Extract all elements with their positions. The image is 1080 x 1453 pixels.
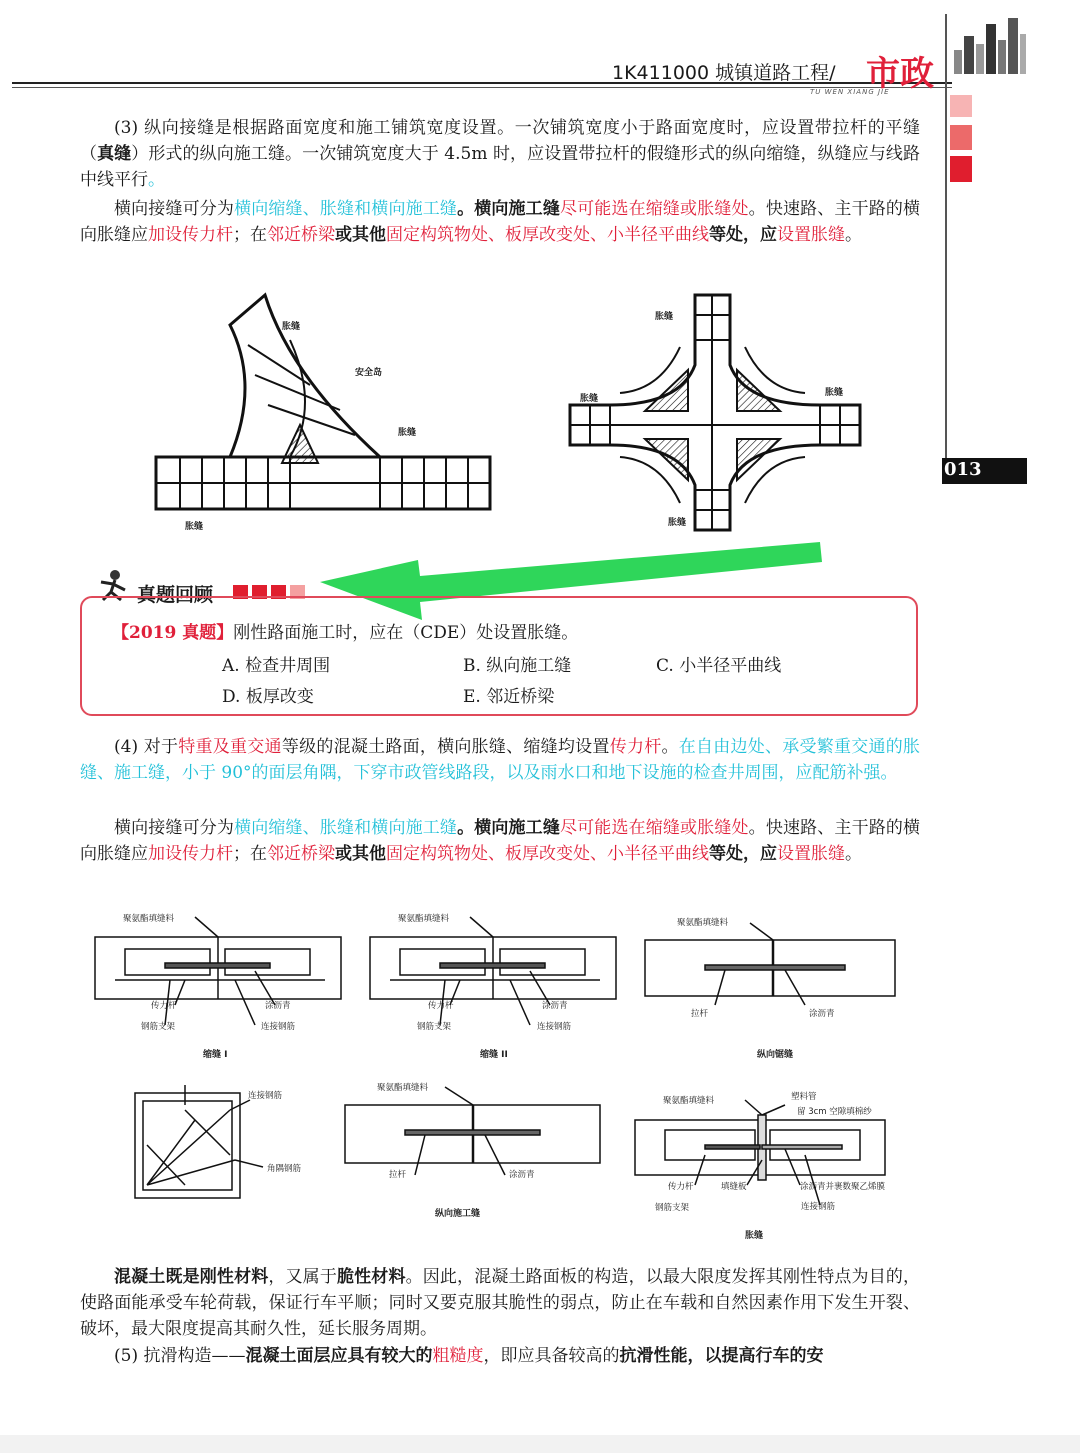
header-code: 1K411000 <box>612 62 710 84</box>
s3p2-m: 。 <box>845 225 862 245</box>
j6-gap: 留 3cm 空隙填棉纱 <box>797 1107 872 1117</box>
s4p2-c: 。横向施工缝 <box>457 818 560 838</box>
s3p2-h: 邻近桥梁 <box>267 225 335 245</box>
j6-filler: 填缝板 <box>721 1182 747 1192</box>
option-b: B. 纵向施工缝 <box>463 656 572 676</box>
s4p2-k: 等处，应 <box>709 844 777 864</box>
caption-c3: 纵向锯缝 <box>757 1050 794 1060</box>
x-label-expansion-4: 胀缝 <box>668 518 687 528</box>
s4p1-d: 传力杆 <box>609 737 662 757</box>
cp2-c: 粗糙度 <box>432 1346 484 1366</box>
joint-diagram-3 <box>645 923 895 1005</box>
s3p2-l: 设置胀缝 <box>777 225 845 245</box>
s3p2-j: 固定构筑物处、板厚改变处、小半径平曲线 <box>386 225 709 245</box>
s3p1-c: ）形式的纵向施工缝。一次铺筑宽度大于 4.5m 时，应设置带拉杆的假缝形式的纵向缩缝，纵缝应与线路中线平行 <box>80 144 921 190</box>
side-block-pink <box>950 95 972 117</box>
section3-paragraph2 <box>80 196 920 248</box>
cp2-a: (5) 抗滑构造—— <box>114 1346 246 1366</box>
s4p2-g: ；在 <box>233 844 267 864</box>
cp2-f: ，以提高行车的安 <box>687 1346 824 1366</box>
cross-intersection-diagram <box>570 295 860 530</box>
j1-asphalt: 涂沥青 <box>265 1001 291 1011</box>
cp1-a: 混凝土既是 <box>114 1267 200 1287</box>
cp1-c: ，又属于 <box>268 1267 337 1287</box>
j3-asphalt: 涂沥青 <box>809 1009 835 1019</box>
closing-paragraph1 <box>80 1264 920 1342</box>
cp2-b: 混凝土面层应具有较大的 <box>245 1346 433 1366</box>
joint-diagram-1 <box>95 917 341 1025</box>
s4p1-b: 特重及重交通 <box>178 737 282 757</box>
j6-wrap: 涂沥青并裹数聚乙烯膜 <box>800 1182 886 1192</box>
t-label-island: 安全岛 <box>355 368 383 378</box>
t-label-expansion-3: 胀缝 <box>185 522 204 532</box>
s4p2-b: 横向缩缝、胀缝和横向施工缝 <box>234 818 458 838</box>
j6-pipe: 塑料管 <box>791 1092 817 1102</box>
caption-c4: 纵向施工缝 <box>435 1209 481 1219</box>
closing-paragraph2 <box>80 1343 920 1369</box>
joint-diagram-2 <box>370 917 616 1025</box>
j5-asphalt: 涂沥青 <box>509 1170 535 1180</box>
t-label-expansion-1: 胀缝 <box>282 322 301 332</box>
x-label-expansion-1: 胀缝 <box>655 312 674 322</box>
option-a: A. 检查井周围 <box>222 656 331 676</box>
j4-corner: 角隅钢筋 <box>267 1164 302 1174</box>
s4p2-d: 尽可能选在缩缝或胀缝处 <box>559 818 749 838</box>
bottom-band <box>0 1435 1080 1453</box>
s4p2-e: 。快速路、主干路的横向胀缝应 <box>80 818 921 864</box>
s3p2-i: 或其他 <box>335 225 386 245</box>
t-safety-island <box>282 425 318 463</box>
j5-sealant: 聚氨酯填缝料 <box>377 1083 429 1093</box>
header-chapter-title: 城镇道路工程/ <box>715 62 836 84</box>
j6-sealant: 聚氨酯填缝料 <box>663 1096 715 1106</box>
j3-sealant: 聚氨酯填缝料 <box>677 918 729 928</box>
s3p2-a: 横向接缝可分为 <box>114 199 235 219</box>
cross-island-ne <box>737 370 780 411</box>
j6-connect: 连接钢筋 <box>801 1202 836 1212</box>
j6-support: 钢筋支架 <box>655 1203 690 1213</box>
s4p1-c: 等级的混凝土路面，横向胀缝、缩缝均设置 <box>281 737 610 757</box>
side-strip <box>945 14 947 484</box>
s3p2-b: 横向缩缝、胀缝和横向施工缝 <box>234 199 458 219</box>
caption-c5: 胀缝 <box>745 1231 764 1241</box>
caption-c1: 缩缝 I <box>203 1050 228 1060</box>
s3p1-b: 真缝 <box>97 144 132 164</box>
cross-island-sw <box>645 439 688 480</box>
x-label-expansion-3: 胀缝 <box>825 388 844 398</box>
s4p2-l: 设置胀缝 <box>777 844 845 864</box>
review-question-line <box>112 618 578 643</box>
cp1-e: 。因此，混凝土路面板的构造，以最大限度发挥其刚性特点为目的，使路面能承受车轮荷载，保证行车平顺；同时又要克服其脆性的弱点，防止在车载和自然因素作用下发生开裂、破坏，最大限度提高其耐久性，延长服务周期。 <box>80 1267 921 1339</box>
joint-diagram-4 <box>135 1085 263 1198</box>
j1-sealant: 聚氨酯填缝料 <box>123 914 175 924</box>
x-label-expansion-2: 胀缝 <box>580 394 599 404</box>
joint-details-figure <box>85 905 915 1245</box>
option-e: E. 邻近桥梁 <box>463 687 555 707</box>
s4p1-e: 。 <box>661 737 679 757</box>
j1-connect: 连接钢筋 <box>261 1022 296 1032</box>
s3p2-g: ；在 <box>233 225 267 245</box>
t-label-expansion-2: 胀缝 <box>398 428 417 438</box>
j6-dowel: 传力杆 <box>668 1182 694 1192</box>
s3p2-d: 尽可能选在缩缝或胀缝处 <box>559 199 749 219</box>
header-chapter <box>612 58 836 85</box>
s4p2-j: 固定构筑物处、板厚改变处、小半径平曲线 <box>386 844 709 864</box>
j2-sealant: 聚氨酯填缝料 <box>398 914 450 924</box>
cp1-d: 脆性材料 <box>336 1267 406 1287</box>
j1-support: 钢筋支架 <box>141 1022 176 1032</box>
section4-paragraph2 <box>80 815 920 867</box>
s3p2-k: 等处，应 <box>709 225 777 245</box>
review-question: 刚性路面施工时，应在（CDE）处设置胀缝。 <box>233 623 579 643</box>
cp2-d: ，即应具备较高的 <box>483 1346 620 1366</box>
header-brand: 市政 <box>866 54 934 94</box>
s4p1-f: 在自由边处、承受繁重交通的胀缝、施工缝，小于 90°的面层角隅，下穿市政管线路段，以及雨水口和地下设施的检查井周围，应配筋补强。 <box>80 737 921 783</box>
s3p2-f: 加设传力杆 <box>148 225 233 245</box>
s4p2-i: 或其他 <box>335 844 386 864</box>
option-c: C. 小半径平曲线 <box>656 656 782 676</box>
j2-connect: 连接钢筋 <box>537 1022 572 1032</box>
cp1-b: 刚性材料 <box>199 1267 269 1287</box>
s3p1-d: 。 <box>148 170 165 190</box>
header-subtitle: TU WEN XIANG JIE <box>810 88 890 96</box>
review-tag: 【2019 真题】 <box>112 623 234 643</box>
section4-paragraph1 <box>80 734 920 786</box>
s3p2-c: 。横向施工缝 <box>457 199 560 219</box>
s3p1-a: (3) 纵向接缝是根据路面宽度和施工铺筑宽度设置。一次铺筑宽度小于路面宽度时，应设置带拉杆的平缝（ <box>80 118 920 164</box>
side-block-darkred <box>950 156 972 182</box>
joint-diagram-5 <box>345 1087 600 1175</box>
page-number: 013 <box>944 459 982 480</box>
j2-support: 钢筋支架 <box>417 1022 452 1032</box>
caption-c2: 缩缝 II <box>480 1050 508 1060</box>
review-title: 真题回顾 <box>137 584 214 606</box>
option-d: D. 板厚改变 <box>222 687 314 707</box>
s4p1-a: (4) 对于 <box>114 737 179 757</box>
city-skyline-icon <box>950 14 1030 76</box>
s3p2-e: 。快速路、主干路的横向胀缝应 <box>80 199 921 245</box>
t-intersection-diagram <box>156 295 490 509</box>
j3-tie: 拉杆 <box>691 1009 709 1019</box>
cross-island-nw <box>645 370 688 411</box>
side-block-red <box>950 125 972 150</box>
s4p2-f: 加设传力杆 <box>148 844 233 864</box>
j2-dowel: 传力杆 <box>428 1001 454 1011</box>
cp2-e: 抗滑性能 <box>619 1346 688 1366</box>
s4p2-a: 横向接缝可分为 <box>114 818 235 838</box>
j5-tie: 拉杆 <box>389 1170 407 1180</box>
intersection-figure <box>140 285 880 540</box>
s4p2-h: 邻近桥梁 <box>267 844 335 864</box>
cross-island-se <box>737 439 780 480</box>
j1-dowel: 传力杆 <box>151 1001 177 1011</box>
j4-connect: 连接钢筋 <box>248 1091 283 1101</box>
section3-paragraph1 <box>80 115 920 193</box>
j2-asphalt: 涂沥青 <box>542 1001 568 1011</box>
s4p2-m: 。 <box>845 844 862 864</box>
